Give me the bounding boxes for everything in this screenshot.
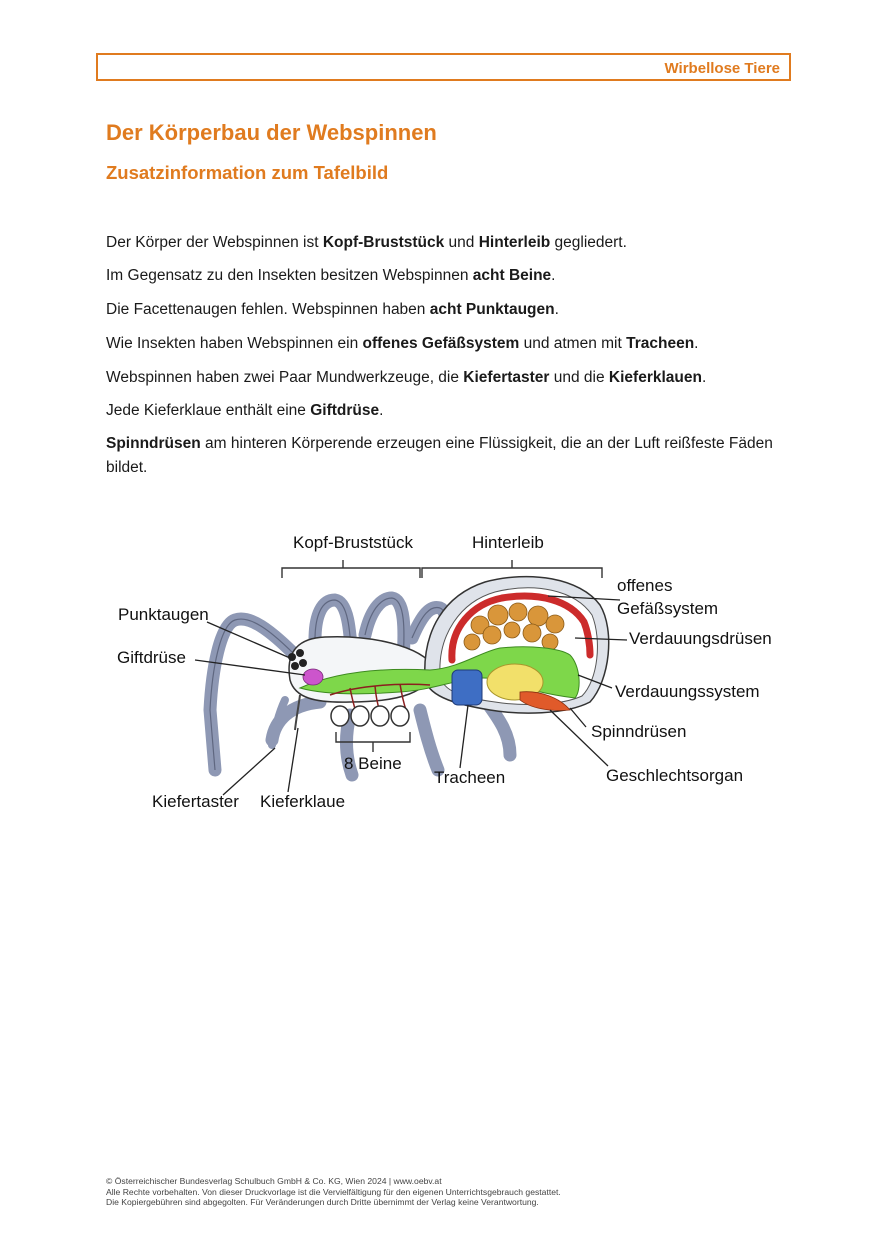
- paragraph: [106, 399, 786, 423]
- text-run: gegliedert.: [550, 234, 627, 251]
- spider-illustration: [210, 577, 609, 775]
- bold-term: Kieferklauen: [608, 369, 702, 386]
- label-verdauungssystem: Verdauungssystem: [615, 682, 760, 701]
- paragraph: [106, 231, 786, 255]
- bold-term: Giftdrüse: [310, 402, 380, 419]
- text-run: .: [379, 402, 384, 419]
- label-spinndruesen: Spinndrüsen: [591, 722, 687, 741]
- bold-term: Tracheen: [626, 335, 695, 352]
- text-run: Wie Insekten haben Webspinnen ein: [106, 335, 363, 352]
- bold-term: offenes Gefäßsystem: [362, 335, 520, 352]
- text-run: am hinteren Körperende erzeugen eine Flüssigkeit, die an der Luft reißfeste Fäden bildet.: [106, 435, 773, 476]
- text-run: Jede Kieferklaue enthält eine: [106, 402, 311, 419]
- bold-term: Hinterleib: [478, 234, 551, 251]
- text-run: Der Körper der Webspinnen ist: [106, 234, 323, 251]
- label-geschlechtsorgan: Geschlechtsorgan: [606, 766, 744, 785]
- header-label: Wirbellose Tiere: [664, 60, 780, 77]
- text-run: und atmen mit: [519, 335, 627, 352]
- text-run: .: [694, 335, 699, 352]
- bold-term: Spinndrüsen: [106, 435, 201, 452]
- label-tracheen: Tracheen: [434, 768, 506, 787]
- label-kiefertaster: Kiefertaster: [152, 792, 239, 811]
- paragraph: [106, 332, 786, 356]
- text-run: Die Facettenaugen fehlen. Webspinnen haben: [106, 301, 430, 318]
- spider-diagram: [100, 520, 800, 820]
- text-run: .: [554, 301, 559, 318]
- label-offenes: offenes: [617, 576, 673, 595]
- paragraph: [106, 264, 786, 288]
- paragraph: [106, 298, 786, 322]
- label-hinterleib: Hinterleib: [472, 533, 544, 552]
- label-verdauungsdruesen: Verdauungsdrüsen: [629, 629, 772, 648]
- text-run: und die: [549, 369, 609, 386]
- paragraph: [106, 432, 786, 480]
- text-run: .: [551, 267, 556, 284]
- label-kopf-bruststueck: Kopf-Bruststück: [293, 533, 413, 552]
- bold-term: Kiefertaster: [463, 369, 550, 386]
- footer: [106, 1176, 561, 1208]
- label-giftdruese: Giftdrüse: [117, 648, 186, 667]
- bold-term: acht Beine: [472, 267, 552, 284]
- header-box: [96, 53, 791, 81]
- label-gefaesssystem: Gefäßsystem: [617, 599, 719, 618]
- bold-term: acht Punktaugen: [429, 301, 555, 318]
- page-subtitle: Zusatzinformation zum Tafelbild: [106, 162, 389, 183]
- text-run: und: [444, 234, 479, 251]
- bold-term: Kopf-Bruststück: [322, 234, 445, 251]
- label-beine: 8 Beine: [344, 754, 402, 773]
- label-kieferklaue: Kieferklaue: [260, 792, 346, 811]
- text-run: Im Gegensatz zu den Insekten besitzen Webspinnen: [106, 267, 473, 284]
- text-run: Webspinnen haben zwei Paar Mundwerkzeuge, die: [106, 369, 464, 386]
- page-title: Der Körperbau der Webspinnen: [106, 120, 437, 145]
- footer-line: © Österreichischer Bundesverlag Schulbuch GmbH & Co. KG, Wien 2024 | www.oebv.at: [106, 1176, 442, 1186]
- footer-line: Die Kopiergebühren sind abgegolten. Für Veränderungen durch Dritte übernimmt der Verlag keine Verantwortung.: [106, 1197, 539, 1207]
- label-punktaugen: Punktaugen: [118, 605, 209, 624]
- paragraph: [106, 366, 786, 390]
- footer-line: Alle Rechte vorbehalten. Von dieser Druckvorlage ist die Vervielfältigung für den eigenen Unterrichtsgebrauch gestattet.: [106, 1186, 561, 1197]
- text-run: .: [701, 369, 707, 386]
